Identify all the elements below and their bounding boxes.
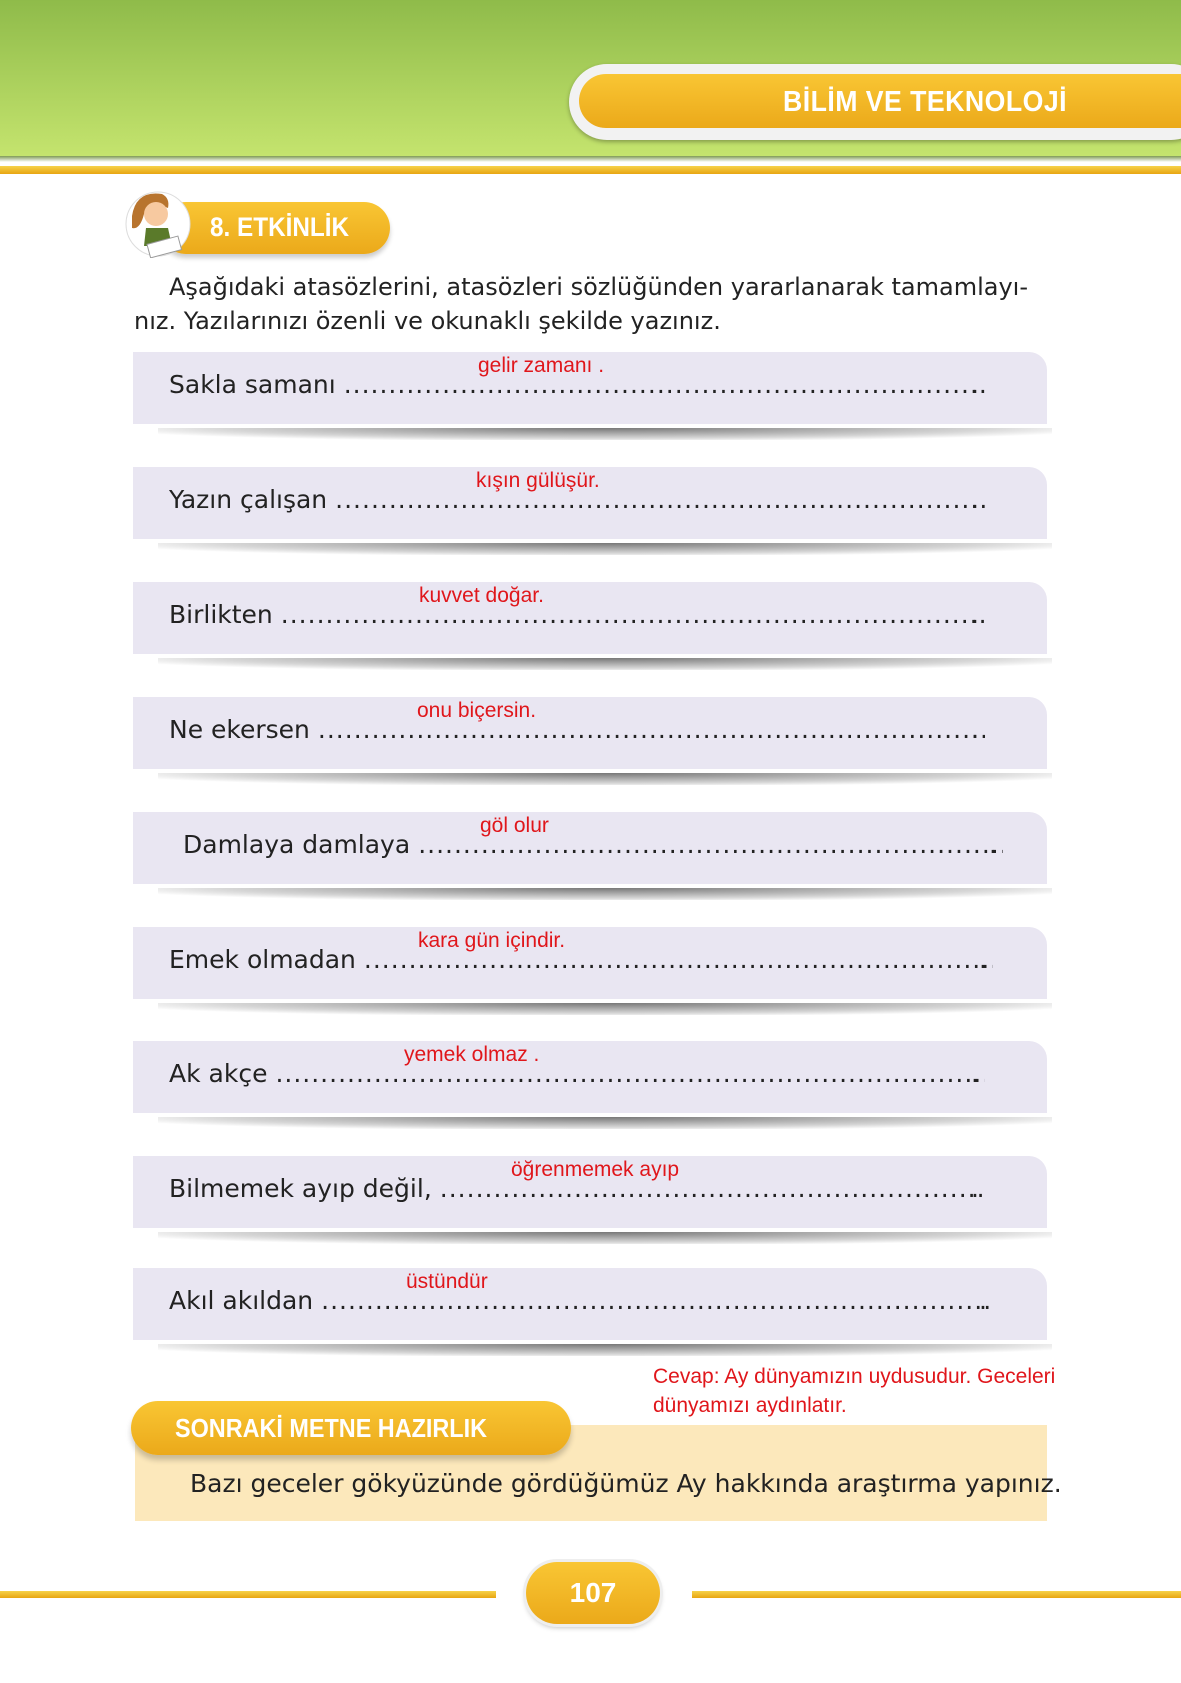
end-period: . bbox=[971, 600, 979, 629]
proverb-prompt: Birlikten bbox=[169, 600, 273, 629]
section-title: BİLİM VE TEKNOLOJİ bbox=[783, 86, 1067, 118]
proverb-prompt: Yazın çalışan bbox=[169, 485, 328, 514]
end-period: . bbox=[979, 1286, 987, 1315]
handwritten-answer: öğrenmemek ayıp bbox=[511, 1158, 680, 1181]
preparation-text: Bazı geceler gökyüzünde gördüğümüz Ay hakkında araştırma yapınız. bbox=[190, 1469, 1062, 1498]
handwritten-answer: yemek olmaz . bbox=[404, 1043, 540, 1066]
proverb-row bbox=[133, 582, 1047, 654]
handwritten-answer: gelir zamanı . bbox=[478, 354, 605, 377]
handwritten-answer: kuvvet doğar. bbox=[419, 584, 544, 607]
proverb-row bbox=[133, 1268, 1047, 1340]
end-period: . bbox=[989, 830, 997, 859]
proverb-prompt: Damlaya damlaya bbox=[183, 830, 411, 859]
proverb-prompt: Ne ekersen bbox=[169, 715, 310, 744]
answer-blank[interactable] bbox=[344, 370, 985, 399]
handwritten-answer: kışın gülüşür. bbox=[476, 469, 600, 492]
proverb-prompt: Ak akçe bbox=[169, 1059, 268, 1088]
girl-writing-icon bbox=[118, 186, 196, 258]
footer-line-left bbox=[0, 1591, 496, 1598]
proverb-row bbox=[133, 1041, 1047, 1113]
instructions-line-1: Aşağıdaki atasözlerini, atasözleri sözlüğünden yararlanarak tamamlayı- bbox=[169, 273, 1028, 301]
end-period: . bbox=[971, 485, 979, 514]
answer-note bbox=[653, 1362, 1103, 1420]
handwritten-answer: göl olur bbox=[480, 814, 549, 837]
preparation-title: SONRAKİ METNE HAZIRLIK bbox=[175, 1413, 488, 1443]
handwritten-answer: onu biçersin. bbox=[417, 699, 537, 722]
end-period: . bbox=[971, 1174, 979, 1203]
answer-note-line-2: dünyamızı aydınlatır. bbox=[653, 1394, 847, 1417]
section-title-pill bbox=[569, 64, 1181, 140]
footer-line-right bbox=[692, 1591, 1181, 1598]
end-period: . bbox=[971, 1059, 979, 1088]
proverb-row bbox=[133, 1156, 1047, 1228]
instructions-line-2: nız. Yazılarınızı özenli ve okunaklı şekilde yazınız. bbox=[134, 307, 721, 335]
end-period: . bbox=[971, 715, 979, 744]
header-divider bbox=[0, 166, 1181, 174]
activity-title: 8. ETKİNLİK bbox=[210, 212, 350, 242]
preparation-title-pill bbox=[131, 1401, 571, 1455]
handwritten-answer: üstündür bbox=[406, 1270, 488, 1293]
header-shadow bbox=[0, 156, 1181, 162]
end-period: . bbox=[979, 945, 987, 974]
answer-blank[interactable] bbox=[281, 600, 985, 629]
proverb-row bbox=[133, 352, 1047, 424]
proverb-prompt: Emek olmadan bbox=[169, 945, 356, 974]
end-period: . bbox=[971, 370, 979, 399]
answer-blank[interactable] bbox=[275, 1059, 985, 1088]
answer-note-line-1: Cevap: Ay dünyamızın uydusudur. Geceleri bbox=[653, 1365, 1056, 1388]
proverb-row bbox=[133, 467, 1047, 539]
page-number: 107 bbox=[526, 1562, 660, 1624]
proverb-row bbox=[133, 812, 1047, 884]
proverb-row bbox=[133, 927, 1047, 999]
proverb-prompt: Bilmemek ayıp değil, bbox=[169, 1174, 432, 1203]
proverb-prompt: Akıl akıldan bbox=[169, 1286, 314, 1315]
handwritten-answer: kara gün içindir. bbox=[418, 929, 566, 952]
proverb-prompt: Sakla samanı bbox=[169, 370, 336, 399]
answer-blank[interactable] bbox=[335, 485, 985, 514]
proverb-row bbox=[133, 697, 1047, 769]
